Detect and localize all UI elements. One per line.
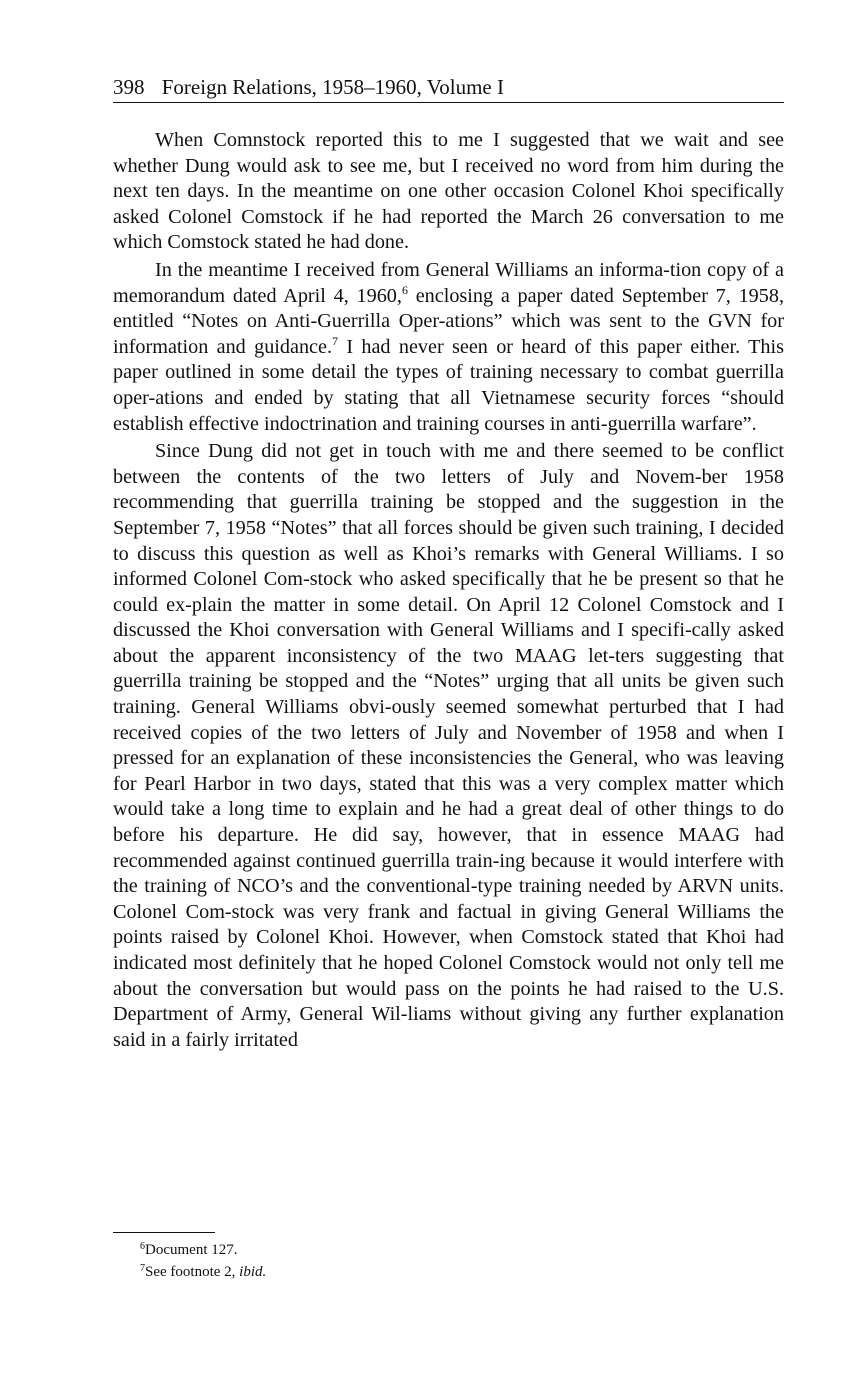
footnote-7-text: See footnote 2, (145, 1264, 240, 1280)
paragraph-2 (113, 258, 784, 437)
paragraph-3: Since Dung did not get in touch with me and there seemed to be conflict between the contents of the two letters of July and Novem-ber 1958 recommending that guerrilla training be stopped and the suggestion in the September 7, 1958 “Notes” that all forces should be given such training, I decided to discuss this question as well as Khoi’s remarks with General Williams. I so informed Colonel Com-stock who asked specifically that he be present so that he could ex-plain the matter in some detail. On April 12 Colonel Comstock and I discussed the Khoi conversation with General Williams and I specifi-cally asked about the apparent inconsistency of the two MAAG let-ters suggesting that guerrilla training be stopped and the “Notes” urging that all units be given such training. General Williams obvi-ously seemed somewhat perturbed that I had received copies of the two letters of July and November of 1958 and when I pressed for an explanation of these inconsistencies the General, who was leaving for Pearl Harbor in two days, stated that this was a very complex matter which would take a long time to explain and he had a great deal of other things to do before his departure. He did say, however, that in essence MAAG had recommended against continued guerrilla train-ing because it would interfere with the training of NCO’s and the conventional-type training needed by ARVN units. Colonel Com-stock was very frank and factual in giving General Williams the points raised by Colonel Khoi. However, when Comstock stated that Khoi had indicated most definitely that he hoped Colonel Comstock would not only tell me about the conversation but would pass on the points he had raised to the U.S. Department of Army, General Wil-liams without giving any further explanation said in a fairly irritated (113, 440, 784, 1051)
footnote-7-ibid: ibid. (239, 1264, 267, 1280)
footnote-6-text: Document 127. (145, 1242, 238, 1258)
running-head (113, 74, 784, 103)
paragraph-1: When Comnstock reported this to me I suggested that we wait and see whether Dung would ask to see me, but I received no word from him during the next ten days. In the meantime on one other occasion Colonel Khoi specifically asked Colonel Comstock if he had reported the March 26 conversation to me which Comstock stated he had done. (113, 129, 784, 254)
body-text (113, 128, 784, 1053)
footnote-ref-6: 6 (401, 282, 408, 297)
footnote-6-mark: 6 (140, 1241, 145, 1252)
paragraph-2-part-3: I had never seen or heard of this paper either. This paper outlined in some detail the types of training necessary to combat guerrilla oper-ations and ended by stating that all Vietnamese security forces “should establish effective indoctrination and training courses in anti-guerrilla warfare”. (113, 335, 784, 435)
footnotes (140, 1239, 780, 1283)
footnote-7 (140, 1261, 780, 1283)
paragraph-2-part-1: In the meantime I received from General Williams an informa-tion copy of a memorandum dated April 4, 1960, (113, 258, 784, 307)
paragraph-2-part-2: enclosing a paper dated September 7, 1958, entitled “Notes on Anti-Guerrilla Oper-ations” which was sent to the GVN for information and guidance. (113, 284, 784, 358)
page-number: 398 (113, 75, 145, 99)
footnote-ref-7: 7 (332, 333, 339, 348)
footnote-divider (113, 1232, 215, 1233)
volume-title: Foreign Relations, 1958–1960, Volume I (161, 75, 504, 99)
footnote-6 (140, 1239, 780, 1261)
footnote-7-mark: 7 (140, 1263, 145, 1274)
